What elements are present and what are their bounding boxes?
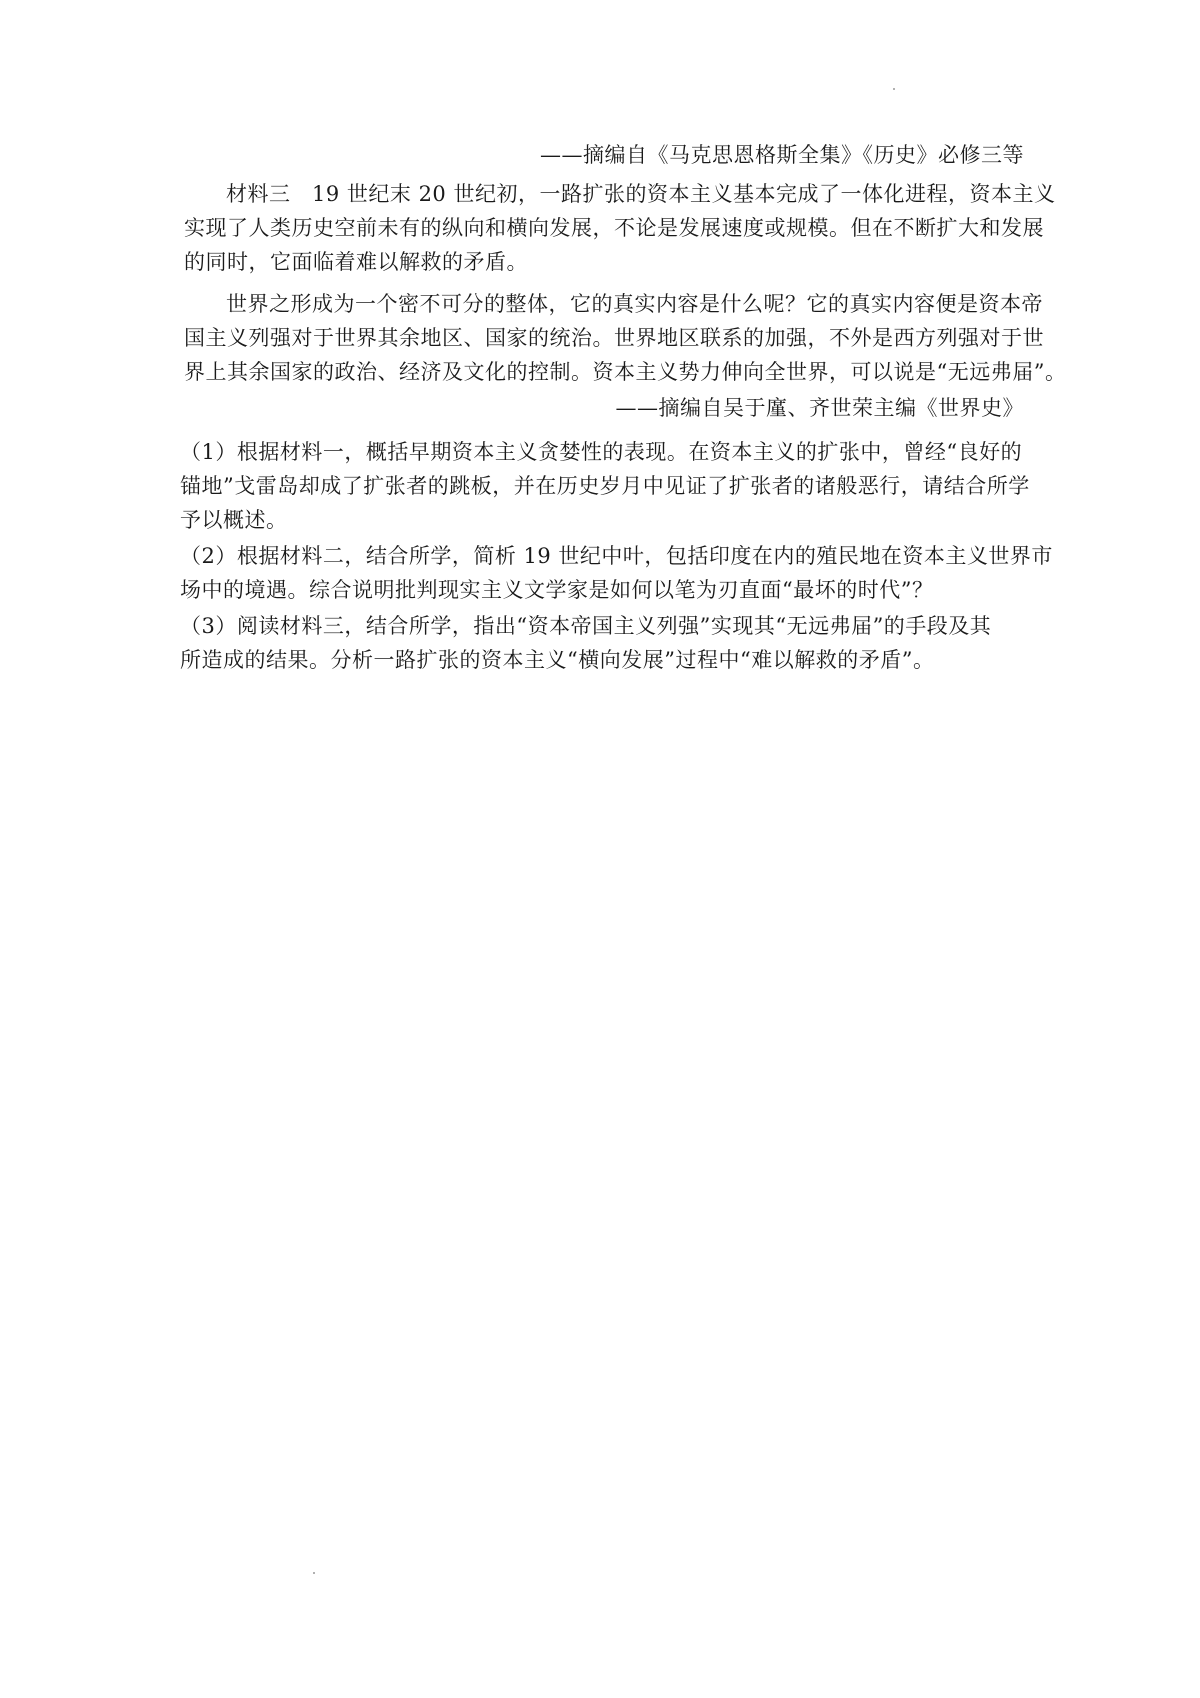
question-2 — [180, 539, 1053, 607]
material-3-line-1: 材料三 19 世纪末 20 世纪初，一路扩张的资本主义基本完成了一体化进程，资本主义 — [226, 182, 1056, 206]
material-3-quote-line-2: 国主义列强对于世界其余地区、国家的统治。世界地区联系的加强，不外是西方列强对于世 — [184, 326, 1044, 350]
question-1-line-3: 予以概述。 — [180, 508, 288, 532]
document-page — [180, 138, 1067, 677]
source-citation-1: ——摘编自《马克思恩格斯全集》《历史》必修三等 — [540, 143, 1024, 167]
scan-speck-bottom — [313, 1572, 315, 1574]
question-1 — [180, 435, 1030, 537]
material-3-line-3: 的同时，它面临着难以解救的矛盾。 — [184, 250, 528, 274]
question-2-line-2: 场中的境遇。综合说明批判现实主义文学家是如何以笔为刃直面“最坏的时代”？ — [180, 578, 934, 602]
scan-speck-top — [893, 88, 895, 90]
question-3-line-2: 所造成的结果。分析一路扩张的资本主义“横向发展”过程中“难以解救的矛盾”。 — [180, 648, 935, 672]
material-3-paragraph — [184, 177, 1056, 279]
question-1-line-1: （1）根据材料一，概括早期资本主义贪婪性的表现。在资本主义的扩张中，曾经“良好的 — [180, 440, 1023, 464]
material-3-quote-line-3: 界上其余国家的政治、经济及文化的控制。资本主义势力伸向全世界，可以说是“无远弗届”。 — [184, 360, 1067, 384]
material-3-line-2: 实现了人类历史空前未有的纵向和横向发展，不论是发展速度或规模。但在不断扩大和发展 — [184, 216, 1044, 240]
source-citation-2: ——摘编自吴于廑、齐世荣主编《世界史》 — [615, 396, 1024, 420]
question-2-line-1: （2）根据材料二，结合所学，简析 19 世纪中叶，包括印度在内的殖民地在资本主义世界市 — [180, 544, 1053, 568]
question-3-line-1: （3）阅读材料三，结合所学，指出“资本帝国主义列强”实现其“无远弗届”的手段及其 — [180, 614, 992, 638]
material-3-quote-line-1: 世界之形成为一个密不可分的整体，它的真实内容是什么呢？它的真实内容便是资本帝 — [226, 292, 1043, 316]
question-3 — [180, 609, 1024, 677]
material-3-quote-paragraph — [184, 287, 1067, 389]
question-1-line-2: 锚地”戈雷岛却成了扩张者的跳板，并在历史岁月中见证了扩张者的诸般恶行，请结合所学 — [180, 474, 1030, 498]
